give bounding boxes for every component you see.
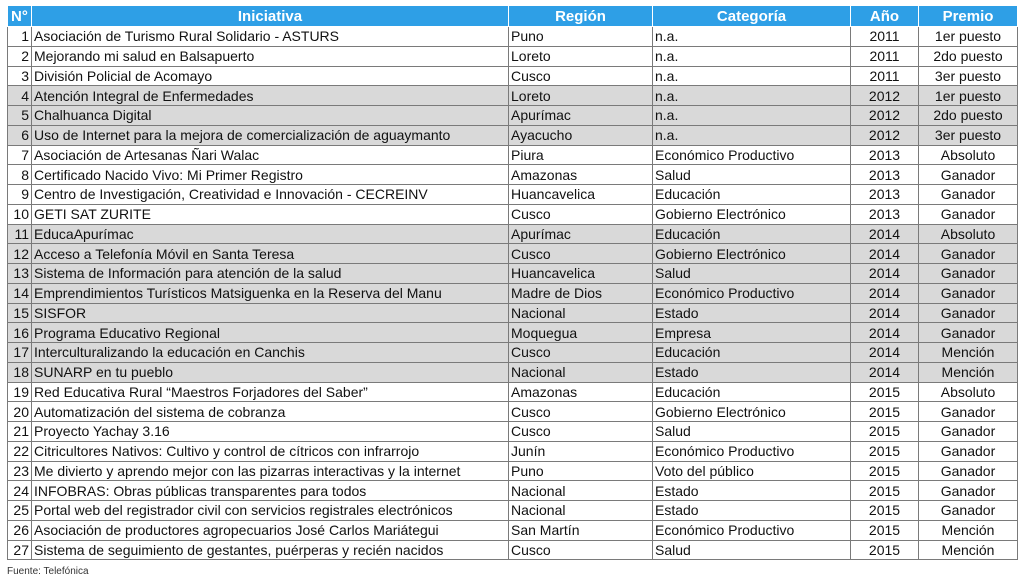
cell-prize: 3er puesto bbox=[919, 125, 1018, 145]
cell-prize: Ganador bbox=[919, 303, 1018, 323]
cell-prize: Ganador bbox=[919, 422, 1018, 442]
awards-table bbox=[7, 5, 1018, 560]
source-note: Fuente: Telefónica bbox=[7, 566, 89, 577]
cell-num: 15 bbox=[8, 303, 32, 323]
cell-region: Puno bbox=[509, 27, 653, 47]
cell-year: 2013 bbox=[851, 145, 919, 165]
cell-initiative: SISFOR bbox=[32, 303, 509, 323]
table-row bbox=[8, 461, 1018, 481]
cell-initiative: EducaApurímac bbox=[32, 224, 509, 244]
cell-prize: Ganador bbox=[919, 441, 1018, 461]
cell-region: San Martín bbox=[509, 520, 653, 540]
cell-num: 16 bbox=[8, 323, 32, 343]
cell-category: n.a. bbox=[653, 66, 851, 86]
cell-initiative: Certificado Nacido Vivo: Mi Primer Registro bbox=[32, 165, 509, 185]
cell-num: 4 bbox=[8, 86, 32, 106]
cell-year: 2012 bbox=[851, 125, 919, 145]
cell-category: Económico Productivo bbox=[653, 441, 851, 461]
header-prize: Premio bbox=[919, 6, 1018, 27]
cell-year: 2011 bbox=[851, 46, 919, 66]
cell-initiative: Interculturalizando la educación en Canchis bbox=[32, 343, 509, 363]
cell-num: 7 bbox=[8, 145, 32, 165]
cell-category: Educación bbox=[653, 185, 851, 205]
cell-category: n.a. bbox=[653, 46, 851, 66]
cell-prize: Ganador bbox=[919, 264, 1018, 284]
cell-year: 2013 bbox=[851, 204, 919, 224]
cell-prize: Mención bbox=[919, 540, 1018, 560]
cell-num: 18 bbox=[8, 362, 32, 382]
table-row bbox=[8, 185, 1018, 205]
cell-category: n.a. bbox=[653, 27, 851, 47]
cell-category: Estado bbox=[653, 303, 851, 323]
cell-year: 2013 bbox=[851, 185, 919, 205]
cell-year: 2012 bbox=[851, 106, 919, 126]
cell-num: 23 bbox=[8, 461, 32, 481]
cell-region: Huancavelica bbox=[509, 264, 653, 284]
table-row bbox=[8, 106, 1018, 126]
cell-num: 10 bbox=[8, 204, 32, 224]
cell-num: 8 bbox=[8, 165, 32, 185]
cell-year: 2015 bbox=[851, 501, 919, 521]
cell-region: Cusco bbox=[509, 343, 653, 363]
cell-num: 5 bbox=[8, 106, 32, 126]
header-category: Categoría bbox=[653, 6, 851, 27]
cell-initiative: Programa Educativo Regional bbox=[32, 323, 509, 343]
cell-prize: Ganador bbox=[919, 204, 1018, 224]
cell-year: 2014 bbox=[851, 303, 919, 323]
cell-category: n.a. bbox=[653, 125, 851, 145]
cell-prize: 1er puesto bbox=[919, 27, 1018, 47]
cell-initiative: División Policial de Acomayo bbox=[32, 66, 509, 86]
cell-prize: Absoluto bbox=[919, 145, 1018, 165]
cell-prize: Ganador bbox=[919, 501, 1018, 521]
table-row bbox=[8, 46, 1018, 66]
cell-num: 27 bbox=[8, 540, 32, 560]
table-row bbox=[8, 264, 1018, 284]
cell-region: Amazonas bbox=[509, 165, 653, 185]
table-row bbox=[8, 145, 1018, 165]
cell-prize: Ganador bbox=[919, 402, 1018, 422]
header-region: Región bbox=[509, 6, 653, 27]
cell-category: Salud bbox=[653, 422, 851, 442]
cell-prize: Ganador bbox=[919, 283, 1018, 303]
cell-region: Nacional bbox=[509, 481, 653, 501]
cell-region: Cusco bbox=[509, 540, 653, 560]
cell-year: 2015 bbox=[851, 461, 919, 481]
header-year: Año bbox=[851, 6, 919, 27]
cell-num: 25 bbox=[8, 501, 32, 521]
header-row bbox=[8, 6, 1018, 27]
cell-initiative: Emprendimientos Turísticos Matsiguenka en la Reserva del Manu bbox=[32, 283, 509, 303]
cell-year: 2014 bbox=[851, 224, 919, 244]
cell-region: Ayacucho bbox=[509, 125, 653, 145]
cell-year: 2015 bbox=[851, 422, 919, 442]
cell-initiative: SUNARP en tu pueblo bbox=[32, 362, 509, 382]
cell-year: 2015 bbox=[851, 481, 919, 501]
cell-year: 2014 bbox=[851, 244, 919, 264]
cell-initiative: INFOBRAS: Obras públicas transparentes para todos bbox=[32, 481, 509, 501]
cell-num: 24 bbox=[8, 481, 32, 501]
cell-category: n.a. bbox=[653, 106, 851, 126]
cell-region: Puno bbox=[509, 461, 653, 481]
cell-year: 2014 bbox=[851, 362, 919, 382]
header-num: N° bbox=[8, 6, 32, 27]
table-row bbox=[8, 441, 1018, 461]
table-row bbox=[8, 165, 1018, 185]
cell-category: Gobierno Electrónico bbox=[653, 402, 851, 422]
cell-year: 2015 bbox=[851, 382, 919, 402]
table-row bbox=[8, 303, 1018, 323]
cell-initiative: Asociación de Turismo Rural Solidario - ASTURS bbox=[32, 27, 509, 47]
table-row bbox=[8, 481, 1018, 501]
cell-category: Educación bbox=[653, 343, 851, 363]
table-body bbox=[8, 27, 1018, 560]
cell-initiative: Portal web del registrador civil con servicios registrales electrónicos bbox=[32, 501, 509, 521]
header-initiative: Iniciativa bbox=[32, 6, 509, 27]
cell-category: Estado bbox=[653, 481, 851, 501]
cell-num: 12 bbox=[8, 244, 32, 264]
cell-num: 6 bbox=[8, 125, 32, 145]
cell-num: 13 bbox=[8, 264, 32, 284]
cell-num: 14 bbox=[8, 283, 32, 303]
cell-initiative: Atención Integral de Enfermedades bbox=[32, 86, 509, 106]
cell-initiative: Acceso a Telefonía Móvil en Santa Teresa bbox=[32, 244, 509, 264]
table-row bbox=[8, 402, 1018, 422]
cell-region: Huancavelica bbox=[509, 185, 653, 205]
cell-num: 11 bbox=[8, 224, 32, 244]
cell-num: 20 bbox=[8, 402, 32, 422]
cell-year: 2015 bbox=[851, 402, 919, 422]
cell-category: Estado bbox=[653, 501, 851, 521]
cell-num: 1 bbox=[8, 27, 32, 47]
cell-initiative: Asociación de Artesanas Ñari Walac bbox=[32, 145, 509, 165]
cell-num: 3 bbox=[8, 66, 32, 86]
cell-initiative: Sistema de Información para atención de la salud bbox=[32, 264, 509, 284]
cell-region: Apurímac bbox=[509, 106, 653, 126]
cell-region: Cusco bbox=[509, 244, 653, 264]
cell-initiative: Mejorando mi salud en Balsapuerto bbox=[32, 46, 509, 66]
cell-initiative: Asociación de productores agropecuarios José Carlos Mariátegui bbox=[32, 520, 509, 540]
table-row bbox=[8, 501, 1018, 521]
table-row bbox=[8, 343, 1018, 363]
cell-initiative: Sistema de seguimiento de gestantes, puérperas y recién nacidos bbox=[32, 540, 509, 560]
cell-initiative: Uso de Internet para la mejora de comercialización de aguaymanto bbox=[32, 125, 509, 145]
cell-initiative: Me divierto y aprendo mejor con las pizarras interactivas y la internet bbox=[32, 461, 509, 481]
cell-category: Económico Productivo bbox=[653, 520, 851, 540]
cell-year: 2014 bbox=[851, 264, 919, 284]
cell-region: Madre de Dios bbox=[509, 283, 653, 303]
cell-year: 2011 bbox=[851, 27, 919, 47]
table-row bbox=[8, 224, 1018, 244]
cell-num: 26 bbox=[8, 520, 32, 540]
cell-year: 2014 bbox=[851, 283, 919, 303]
cell-category: Salud bbox=[653, 165, 851, 185]
cell-category: Salud bbox=[653, 264, 851, 284]
cell-initiative: Automatización del sistema de cobranza bbox=[32, 402, 509, 422]
cell-prize: Ganador bbox=[919, 165, 1018, 185]
table-row bbox=[8, 204, 1018, 224]
cell-category: Salud bbox=[653, 540, 851, 560]
cell-num: 19 bbox=[8, 382, 32, 402]
cell-initiative: Citricultores Nativos: Cultivo y control de cítricos con infrarrojo bbox=[32, 441, 509, 461]
table-row bbox=[8, 283, 1018, 303]
cell-region: Moquegua bbox=[509, 323, 653, 343]
cell-prize: 2do puesto bbox=[919, 46, 1018, 66]
cell-category: n.a. bbox=[653, 86, 851, 106]
cell-year: 2012 bbox=[851, 86, 919, 106]
cell-prize: Ganador bbox=[919, 481, 1018, 501]
cell-category: Estado bbox=[653, 362, 851, 382]
cell-prize: Ganador bbox=[919, 461, 1018, 481]
cell-region: Cusco bbox=[509, 422, 653, 442]
cell-category: Educación bbox=[653, 224, 851, 244]
cell-region: Nacional bbox=[509, 501, 653, 521]
cell-num: 21 bbox=[8, 422, 32, 442]
table-row bbox=[8, 86, 1018, 106]
table-row bbox=[8, 362, 1018, 382]
cell-prize: Ganador bbox=[919, 323, 1018, 343]
cell-year: 2015 bbox=[851, 540, 919, 560]
cell-category: Económico Productivo bbox=[653, 145, 851, 165]
cell-prize: 2do puesto bbox=[919, 106, 1018, 126]
awards-table-container bbox=[7, 5, 1017, 560]
cell-year: 2014 bbox=[851, 323, 919, 343]
cell-prize: Mención bbox=[919, 343, 1018, 363]
cell-region: Nacional bbox=[509, 362, 653, 382]
cell-prize: Ganador bbox=[919, 244, 1018, 264]
cell-year: 2011 bbox=[851, 66, 919, 86]
cell-region: Cusco bbox=[509, 402, 653, 422]
cell-num: 17 bbox=[8, 343, 32, 363]
cell-category: Empresa bbox=[653, 323, 851, 343]
table-row bbox=[8, 382, 1018, 402]
cell-initiative: Centro de Investigación, Creatividad e Innovación - CECREINV bbox=[32, 185, 509, 205]
table-row bbox=[8, 422, 1018, 442]
table-row bbox=[8, 323, 1018, 343]
cell-prize: 3er puesto bbox=[919, 66, 1018, 86]
cell-prize: Mención bbox=[919, 520, 1018, 540]
cell-region: Junín bbox=[509, 441, 653, 461]
cell-region: Loreto bbox=[509, 86, 653, 106]
cell-region: Nacional bbox=[509, 303, 653, 323]
cell-num: 9 bbox=[8, 185, 32, 205]
cell-prize: Mención bbox=[919, 362, 1018, 382]
cell-region: Cusco bbox=[509, 66, 653, 86]
cell-year: 2015 bbox=[851, 520, 919, 540]
cell-initiative: GETI SAT ZURITE bbox=[32, 204, 509, 224]
cell-region: Amazonas bbox=[509, 382, 653, 402]
table-row bbox=[8, 27, 1018, 47]
cell-category: Voto del público bbox=[653, 461, 851, 481]
cell-initiative: Red Educativa Rural “Maestros Forjadores del Saber” bbox=[32, 382, 509, 402]
table-row bbox=[8, 125, 1018, 145]
cell-year: 2014 bbox=[851, 343, 919, 363]
cell-region: Piura bbox=[509, 145, 653, 165]
cell-category: Educación bbox=[653, 382, 851, 402]
cell-initiative: Chalhuanca Digital bbox=[32, 106, 509, 126]
cell-category: Económico Productivo bbox=[653, 283, 851, 303]
cell-prize: 1er puesto bbox=[919, 86, 1018, 106]
table-row bbox=[8, 244, 1018, 264]
cell-year: 2013 bbox=[851, 165, 919, 185]
table-row bbox=[8, 66, 1018, 86]
cell-region: Apurímac bbox=[509, 224, 653, 244]
cell-prize: Ganador bbox=[919, 185, 1018, 205]
cell-category: Gobierno Electrónico bbox=[653, 204, 851, 224]
cell-num: 2 bbox=[8, 46, 32, 66]
cell-initiative: Proyecto Yachay 3.16 bbox=[32, 422, 509, 442]
cell-num: 22 bbox=[8, 441, 32, 461]
table-header bbox=[8, 6, 1018, 27]
cell-year: 2015 bbox=[851, 441, 919, 461]
table-row bbox=[8, 540, 1018, 560]
table-row bbox=[8, 520, 1018, 540]
cell-region: Cusco bbox=[509, 204, 653, 224]
cell-region: Loreto bbox=[509, 46, 653, 66]
cell-prize: Absoluto bbox=[919, 382, 1018, 402]
cell-category: Gobierno Electrónico bbox=[653, 244, 851, 264]
cell-prize: Absoluto bbox=[919, 224, 1018, 244]
